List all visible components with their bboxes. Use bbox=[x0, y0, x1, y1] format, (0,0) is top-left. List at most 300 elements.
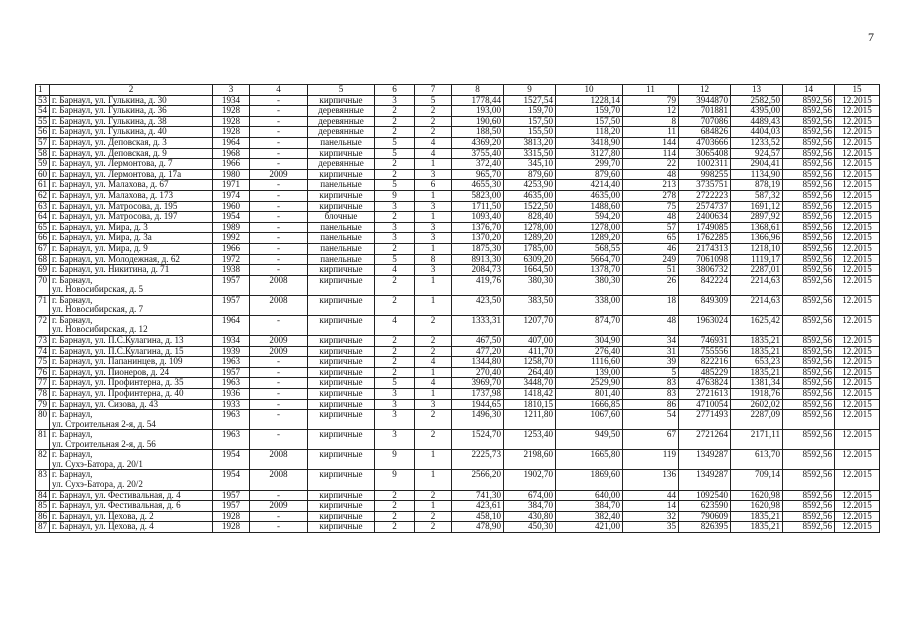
table-cell: 59 bbox=[36, 159, 50, 170]
table-cell: 8592,56 bbox=[783, 410, 835, 430]
table-cell: 80 bbox=[36, 410, 50, 430]
table-cell: 1 bbox=[415, 470, 452, 490]
table-cell: 2602,02 bbox=[731, 399, 783, 410]
table-cell: 3 bbox=[375, 95, 415, 106]
table-cell: 1939 bbox=[213, 346, 250, 357]
column-number-cell: 13 bbox=[731, 85, 783, 96]
table-cell: 4655,30 bbox=[452, 180, 504, 191]
table-cell: 1381,34 bbox=[731, 378, 783, 389]
table-cell: 1869,60 bbox=[556, 470, 623, 490]
table-cell: 12.2015 bbox=[835, 116, 880, 127]
table-cell: 12.2015 bbox=[835, 450, 880, 470]
table-cell: 1960 bbox=[213, 201, 250, 212]
table-cell: 874,70 bbox=[556, 315, 623, 335]
table-cell: 8592,56 bbox=[783, 378, 835, 389]
table-cell: 1835,21 bbox=[731, 367, 783, 378]
table-row bbox=[36, 357, 880, 368]
table-cell: кирпичные bbox=[308, 357, 375, 368]
table-cell: кирпичные bbox=[308, 148, 375, 159]
table-cell: 12.2015 bbox=[835, 367, 880, 378]
table-cell: 12.2015 bbox=[835, 501, 880, 512]
table-cell: 1 bbox=[415, 501, 452, 512]
table-cell: панельные bbox=[308, 222, 375, 233]
column-number-cell: 1 bbox=[36, 85, 50, 96]
table-cell: г. Барнаул, ул. Цехова, д. 4 bbox=[50, 522, 213, 533]
table-cell: 2 bbox=[375, 501, 415, 512]
table-cell: кирпичные bbox=[308, 430, 375, 450]
table-cell: 430,80 bbox=[504, 511, 556, 522]
table-cell: 22 bbox=[623, 159, 679, 170]
table-row bbox=[36, 335, 880, 346]
table-cell: - bbox=[250, 490, 308, 501]
table-cell: 82 bbox=[36, 450, 50, 470]
table-cell: 8592,56 bbox=[783, 295, 835, 315]
table-cell: 139,00 bbox=[556, 367, 623, 378]
table-cell: 4763824 bbox=[679, 378, 731, 389]
table-row bbox=[36, 254, 880, 265]
table-cell: 31 bbox=[623, 346, 679, 357]
table-cell: 12.2015 bbox=[835, 95, 880, 106]
table-row bbox=[36, 222, 880, 233]
table-cell: г. Барнаул, ул. Строительная 2-я, д. 56 bbox=[50, 430, 213, 450]
table-cell: 8592,56 bbox=[783, 233, 835, 244]
table-cell: 1 bbox=[415, 450, 452, 470]
table-cell: 12.2015 bbox=[835, 295, 880, 315]
table-cell: 12.2015 bbox=[835, 511, 880, 522]
table-cell: 32 bbox=[623, 511, 679, 522]
table-cell: 707086 bbox=[679, 116, 731, 127]
table-cell: 12.2015 bbox=[835, 315, 880, 335]
table-cell: 119 bbox=[623, 450, 679, 470]
table-cell: 4 bbox=[415, 378, 452, 389]
table-cell: 1134,90 bbox=[731, 169, 783, 180]
table-cell: 78 bbox=[36, 388, 50, 399]
table-cell: - bbox=[250, 212, 308, 223]
table-cell: 2 bbox=[415, 410, 452, 430]
page-number: 7 bbox=[868, 30, 874, 44]
table-cell: - bbox=[250, 159, 308, 170]
table-cell: кирпичные bbox=[308, 190, 375, 201]
table-cell: 48 bbox=[623, 169, 679, 180]
table-cell: 73 bbox=[36, 335, 50, 346]
table-cell: 12.2015 bbox=[835, 201, 880, 212]
table-row bbox=[36, 501, 880, 512]
table-cell: 790609 bbox=[679, 511, 731, 522]
table-cell: деревянные bbox=[308, 116, 375, 127]
table-cell: 74 bbox=[36, 346, 50, 357]
table-cell: 709,14 bbox=[731, 470, 783, 490]
table-cell: 12.2015 bbox=[835, 357, 880, 368]
table-cell: 1966 bbox=[213, 243, 250, 254]
table-cell: кирпичные bbox=[308, 490, 375, 501]
table-cell: 1093,40 bbox=[452, 212, 504, 223]
table-cell: 1349287 bbox=[679, 470, 731, 490]
table-cell: 12.2015 bbox=[835, 275, 880, 295]
table-cell: 2008 bbox=[250, 470, 308, 490]
table-cell: 842224 bbox=[679, 275, 731, 295]
table-cell: 12.2015 bbox=[835, 388, 880, 399]
table-cell: 423,61 bbox=[452, 501, 504, 512]
table-cell: 2722223 bbox=[679, 190, 731, 201]
table-cell: г. Барнаул, ул. Фестивальная, д. 6 bbox=[50, 501, 213, 512]
table-cell: 34 bbox=[623, 335, 679, 346]
table-cell: 3 bbox=[415, 201, 452, 212]
table-cell: кирпичные bbox=[308, 346, 375, 357]
table-cell: 12.2015 bbox=[835, 169, 880, 180]
table-cell: - bbox=[250, 511, 308, 522]
table-cell: 53 bbox=[36, 95, 50, 106]
table-cell: 5 bbox=[375, 378, 415, 389]
table-cell: панельные bbox=[308, 243, 375, 254]
table-cell: - bbox=[250, 243, 308, 254]
table-cell: 57 bbox=[623, 222, 679, 233]
table-row bbox=[36, 169, 880, 180]
table-cell: 1835,21 bbox=[731, 346, 783, 357]
table-cell: 1 bbox=[415, 243, 452, 254]
column-number-cell: 11 bbox=[623, 85, 679, 96]
table-row bbox=[36, 106, 880, 117]
table-cell: 1349287 bbox=[679, 450, 731, 470]
table-cell: г. Барнаул, ул. Сухэ-Батора, д. 20/2 bbox=[50, 470, 213, 490]
table-cell: 84 bbox=[36, 490, 50, 501]
table-cell: 2 bbox=[415, 335, 452, 346]
table-cell: 1835,21 bbox=[731, 335, 783, 346]
table-cell: 1934 bbox=[213, 95, 250, 106]
table-cell: 8592,56 bbox=[783, 159, 835, 170]
table-cell: 594,20 bbox=[556, 212, 623, 223]
table-cell: 613,70 bbox=[731, 450, 783, 470]
table-cell: 801,40 bbox=[556, 388, 623, 399]
table-cell: 1957 bbox=[213, 501, 250, 512]
table-cell: 826395 bbox=[679, 522, 731, 533]
table-cell: 12.2015 bbox=[835, 430, 880, 450]
table-cell: 54 bbox=[36, 106, 50, 117]
table-cell: 1 bbox=[415, 190, 452, 201]
table-cell: 3 bbox=[415, 233, 452, 244]
table-row bbox=[36, 295, 880, 315]
table-cell: 4404,03 bbox=[731, 127, 783, 138]
table-cell: г. Барнаул, ул. Мира, д. 3 bbox=[50, 222, 213, 233]
table-cell: 1522,50 bbox=[504, 201, 556, 212]
table-cell: 87 bbox=[36, 522, 50, 533]
table-cell: 5 bbox=[375, 137, 415, 148]
table-row bbox=[36, 127, 880, 138]
table-cell: - bbox=[250, 399, 308, 410]
table-cell: 118,20 bbox=[556, 127, 623, 138]
table-cell: 1 bbox=[415, 388, 452, 399]
table-cell: 4253,90 bbox=[504, 180, 556, 191]
table-cell: 1620,98 bbox=[731, 501, 783, 512]
table-cell: кирпичные bbox=[308, 410, 375, 430]
table-cell: 5664,70 bbox=[556, 254, 623, 265]
table-cell: 83 bbox=[36, 470, 50, 490]
table-cell: кирпичные bbox=[308, 265, 375, 276]
table-cell: 1957 bbox=[213, 490, 250, 501]
table-cell: г. Барнаул, ул. Деповская, д. 3 bbox=[50, 137, 213, 148]
table-cell: г. Барнаул, ул. Никитина, д. 71 bbox=[50, 265, 213, 276]
table-cell: 965,70 bbox=[452, 169, 504, 180]
table-cell: 1488,60 bbox=[556, 201, 623, 212]
table-row bbox=[36, 159, 880, 170]
table-row bbox=[36, 190, 880, 201]
table-cell: 76 bbox=[36, 367, 50, 378]
table-cell: 12.2015 bbox=[835, 180, 880, 191]
table-cell: кирпичные bbox=[308, 295, 375, 315]
table-cell: 1737,98 bbox=[452, 388, 504, 399]
table-cell: 2721613 bbox=[679, 388, 731, 399]
table-cell: 81 bbox=[36, 430, 50, 450]
table-cell: 5 bbox=[415, 95, 452, 106]
table-cell: 1289,20 bbox=[556, 233, 623, 244]
table-cell: 8592,56 bbox=[783, 201, 835, 212]
column-number-cell: 15 bbox=[835, 85, 880, 96]
table-cell: 4 bbox=[415, 137, 452, 148]
column-number-cell: 7 bbox=[415, 85, 452, 96]
table-cell: панельные bbox=[308, 233, 375, 244]
column-number-cell: 3 bbox=[213, 85, 250, 96]
table-cell: 2721264 bbox=[679, 430, 731, 450]
table-cell: 3 bbox=[375, 233, 415, 244]
table-cell: 48 bbox=[623, 315, 679, 335]
table-cell: 1625,42 bbox=[731, 315, 783, 335]
table-cell: 9 bbox=[375, 470, 415, 490]
table-cell: 70 bbox=[36, 275, 50, 295]
table-cell: 12.2015 bbox=[835, 490, 880, 501]
table-cell: 1963024 bbox=[679, 315, 731, 335]
table-cell: кирпичные bbox=[308, 367, 375, 378]
table-cell: 372,40 bbox=[452, 159, 504, 170]
table-cell: г. Барнаул, ул. Профинтерна, д. 40 bbox=[50, 388, 213, 399]
table-cell: панельные bbox=[308, 180, 375, 191]
table-cell: 66 bbox=[36, 233, 50, 244]
table-cell: 1928 bbox=[213, 522, 250, 533]
table-cell: 1810,15 bbox=[504, 399, 556, 410]
table-cell: 3 bbox=[415, 222, 452, 233]
table-cell: 8592,56 bbox=[783, 275, 835, 295]
table-cell: 12.2015 bbox=[835, 106, 880, 117]
table-cell: 1 bbox=[415, 295, 452, 315]
table-cell: 1875,30 bbox=[452, 243, 504, 254]
table-cell: 746931 bbox=[679, 335, 731, 346]
table-cell: 56 bbox=[36, 127, 50, 138]
table-cell: 8592,56 bbox=[783, 137, 835, 148]
table-row bbox=[36, 367, 880, 378]
table-cell: 8 bbox=[623, 116, 679, 127]
table-cell: 1933 bbox=[213, 399, 250, 410]
table-cell: г. Барнаул, ул. Сухэ-Батора, д. 20/1 bbox=[50, 450, 213, 470]
table-cell: 1289,20 bbox=[504, 233, 556, 244]
column-number-cell: 14 bbox=[783, 85, 835, 96]
table-cell: 2198,60 bbox=[504, 450, 556, 470]
table-cell: 64 bbox=[36, 212, 50, 223]
table-cell: 79 bbox=[36, 399, 50, 410]
table-cell: панельные bbox=[308, 137, 375, 148]
table-cell: 12.2015 bbox=[835, 470, 880, 490]
table-cell: 1211,80 bbox=[504, 410, 556, 430]
table-cell: 1963 bbox=[213, 430, 250, 450]
table-cell: г. Барнаул, ул. Деповская, д. 9 bbox=[50, 148, 213, 159]
table-cell: 8592,56 bbox=[783, 399, 835, 410]
table-cell: 949,50 bbox=[556, 430, 623, 450]
table-cell: 86 bbox=[623, 399, 679, 410]
table-cell: 5823,00 bbox=[452, 190, 504, 201]
table-cell: 2 bbox=[415, 346, 452, 357]
table-cell: 8592,56 bbox=[783, 357, 835, 368]
table-cell: 8592,56 bbox=[783, 346, 835, 357]
column-number-cell: 12 bbox=[679, 85, 731, 96]
table-cell: 878,19 bbox=[731, 180, 783, 191]
table-cell: 822216 bbox=[679, 357, 731, 368]
table-cell: 2 bbox=[415, 511, 452, 522]
table-cell: 75 bbox=[36, 357, 50, 368]
table-row bbox=[36, 315, 880, 335]
table-cell: г. Барнаул, ул. Лермонтова, д. 7 bbox=[50, 159, 213, 170]
table-cell: 380,30 bbox=[504, 275, 556, 295]
table-cell: 7061098 bbox=[679, 254, 731, 265]
table-cell: г. Барнаул, ул. Новосибирская, д. 7 bbox=[50, 295, 213, 315]
table-cell: 2529,90 bbox=[556, 378, 623, 389]
table-row bbox=[36, 201, 880, 212]
table-cell: 674,00 bbox=[504, 490, 556, 501]
table-cell: 1992 bbox=[213, 233, 250, 244]
table-cell: г. Барнаул, ул. П.С.Кулагина, д. 15 bbox=[50, 346, 213, 357]
table-cell: 1954 bbox=[213, 470, 250, 490]
table-cell: 924,57 bbox=[731, 148, 783, 159]
table-cell: 60 bbox=[36, 169, 50, 180]
table-cell: 3418,90 bbox=[556, 137, 623, 148]
table-cell: 2582,50 bbox=[731, 95, 783, 106]
table-cell: кирпичные bbox=[308, 501, 375, 512]
table-cell: 77 bbox=[36, 378, 50, 389]
table-cell: г. Барнаул, ул. Лермонтова, д. 17а bbox=[50, 169, 213, 180]
table-cell: 190,60 bbox=[452, 116, 504, 127]
column-number-cell: 6 bbox=[375, 85, 415, 96]
table-cell: 83 bbox=[623, 378, 679, 389]
table-cell: 2225,73 bbox=[452, 450, 504, 470]
table-cell: 69 bbox=[36, 265, 50, 276]
table-cell: 1370,20 bbox=[452, 233, 504, 244]
table-cell: 2 bbox=[375, 346, 415, 357]
table-cell: 828,40 bbox=[504, 212, 556, 223]
table-cell: 568,55 bbox=[556, 243, 623, 254]
table-cell: 1119,17 bbox=[731, 254, 783, 265]
table-row bbox=[36, 137, 880, 148]
table-cell: 304,90 bbox=[556, 335, 623, 346]
table-cell: - bbox=[250, 95, 308, 106]
table-cell: 12.2015 bbox=[835, 190, 880, 201]
table-cell: 12.2015 bbox=[835, 148, 880, 159]
table-cell: 4 bbox=[375, 265, 415, 276]
table-cell: 1928 bbox=[213, 127, 250, 138]
table-cell: 1527,54 bbox=[504, 95, 556, 106]
table-cell: 1928 bbox=[213, 116, 250, 127]
table-cell: 423,50 bbox=[452, 295, 504, 315]
table-cell: - bbox=[250, 378, 308, 389]
table-cell: 1749085 bbox=[679, 222, 731, 233]
table-cell: кирпичные bbox=[308, 450, 375, 470]
table-cell: г. Барнаул, ул. Малахова, д. 67 bbox=[50, 180, 213, 191]
table-cell: 12.2015 bbox=[835, 410, 880, 430]
table-cell: 276,40 bbox=[556, 346, 623, 357]
table-cell: 299,70 bbox=[556, 159, 623, 170]
building-register-table bbox=[35, 84, 880, 533]
table-cell: 8592,56 bbox=[783, 315, 835, 335]
table-cell: 8592,56 bbox=[783, 190, 835, 201]
table-cell: 8592,56 bbox=[783, 450, 835, 470]
table-cell: - bbox=[250, 233, 308, 244]
table-cell: 11 bbox=[623, 127, 679, 138]
table-cell: 5 bbox=[375, 180, 415, 191]
table-cell: - bbox=[250, 201, 308, 212]
table-cell: 1620,98 bbox=[731, 490, 783, 501]
table-cell: кирпичные bbox=[308, 522, 375, 533]
table-cell: - bbox=[250, 265, 308, 276]
table-cell: 86 bbox=[36, 511, 50, 522]
table-cell: г. Барнаул, ул. Гулькина, д. 30 bbox=[50, 95, 213, 106]
table-cell: 3 bbox=[375, 201, 415, 212]
table-cell: 467,50 bbox=[452, 335, 504, 346]
table-cell: 12.2015 bbox=[835, 233, 880, 244]
table-cell: г. Барнаул, ул. Папанинцев, д. 109 bbox=[50, 357, 213, 368]
table-row bbox=[36, 378, 880, 389]
table-cell: 1366,96 bbox=[731, 233, 783, 244]
table-cell: панельные bbox=[308, 254, 375, 265]
table-cell: 2009 bbox=[250, 501, 308, 512]
table-cell: 157,50 bbox=[556, 116, 623, 127]
table-cell: 2 bbox=[415, 116, 452, 127]
table-cell: 213 bbox=[623, 180, 679, 191]
table-cell: 8592,56 bbox=[783, 254, 835, 265]
table-cell: 8592,56 bbox=[783, 430, 835, 450]
table-cell: 12.2015 bbox=[835, 222, 880, 233]
table-cell: 1278,00 bbox=[504, 222, 556, 233]
table-cell: 8592,56 bbox=[783, 522, 835, 533]
table-cell: 2566,20 bbox=[452, 470, 504, 490]
table-cell: 1116,60 bbox=[556, 357, 623, 368]
table-cell: кирпичные bbox=[308, 470, 375, 490]
table-cell: 1665,80 bbox=[556, 450, 623, 470]
table-cell: 2287,09 bbox=[731, 410, 783, 430]
table-cell: 8592,56 bbox=[783, 243, 835, 254]
table-cell: 4214,40 bbox=[556, 180, 623, 191]
table-cell: 5 bbox=[375, 148, 415, 159]
table-cell: 2 bbox=[375, 490, 415, 501]
table-cell: 8592,56 bbox=[783, 148, 835, 159]
table-cell: - bbox=[250, 254, 308, 265]
table-cell: 2771493 bbox=[679, 410, 731, 430]
table-cell: 4395,00 bbox=[731, 106, 783, 117]
table-row bbox=[36, 470, 880, 490]
table-cell: - bbox=[250, 148, 308, 159]
table-cell: 2 bbox=[375, 511, 415, 522]
table-cell: г. Барнаул, ул. Пионеров, д. 24 bbox=[50, 367, 213, 378]
table-cell: г. Барнаул, ул. Гулькина, д. 36 bbox=[50, 106, 213, 117]
table-cell: 18 bbox=[623, 295, 679, 315]
table-cell: 8592,56 bbox=[783, 501, 835, 512]
table-cell: деревянные bbox=[308, 106, 375, 117]
table-cell: 2214,63 bbox=[731, 275, 783, 295]
table-cell: 85 bbox=[36, 501, 50, 512]
table-cell: кирпичные bbox=[308, 378, 375, 389]
table-cell: 71 bbox=[36, 295, 50, 315]
table-cell: 8913,30 bbox=[452, 254, 504, 265]
table-row bbox=[36, 233, 880, 244]
table-cell: 1207,70 bbox=[504, 315, 556, 335]
table-cell: 4369,20 bbox=[452, 137, 504, 148]
table-cell: 2171,11 bbox=[731, 430, 783, 450]
table-row bbox=[36, 430, 880, 450]
table-cell: 2008 bbox=[250, 295, 308, 315]
